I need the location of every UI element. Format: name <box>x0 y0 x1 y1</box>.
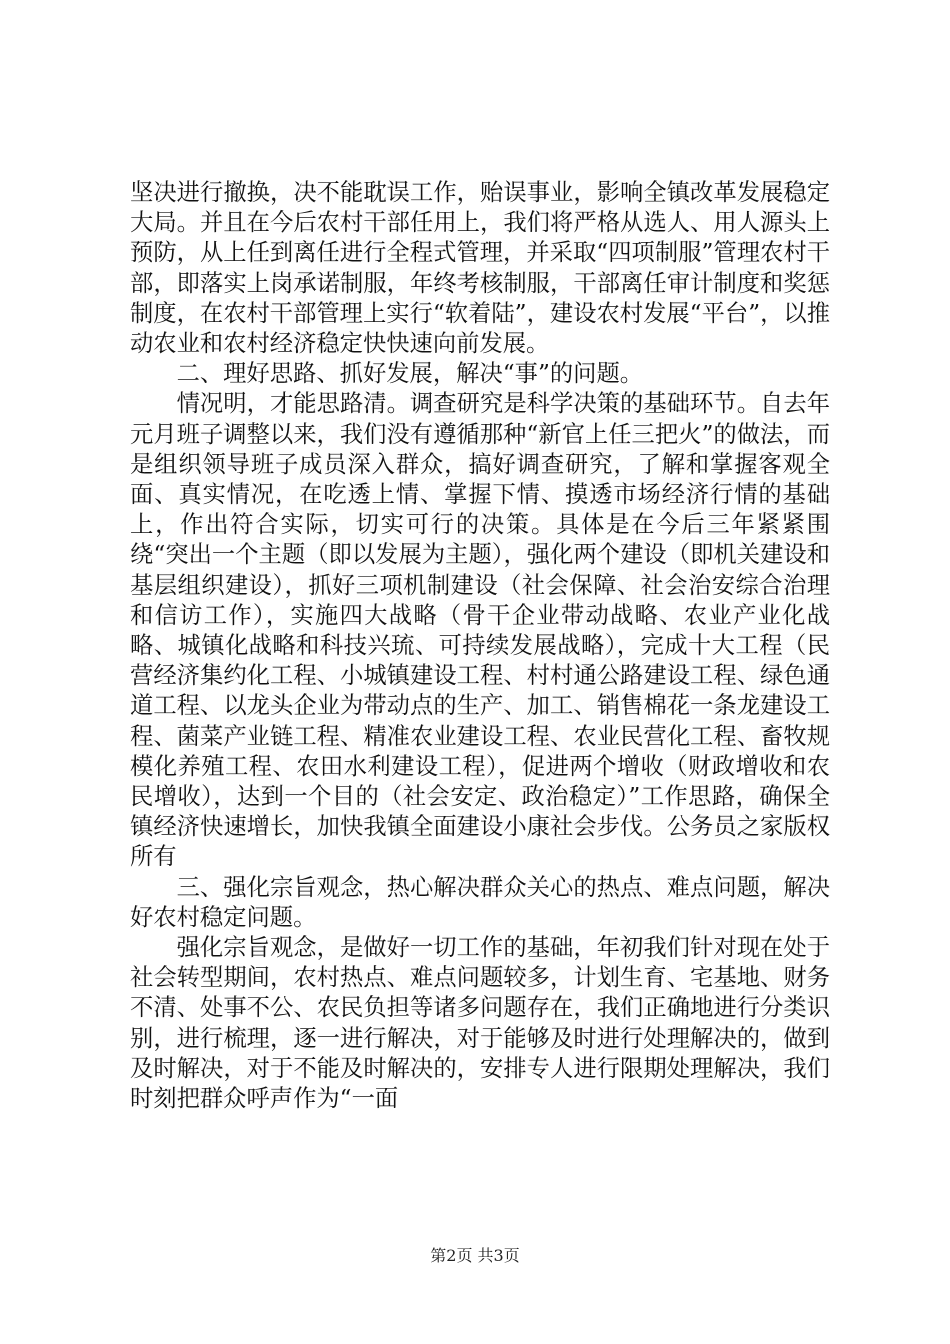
paragraph-2-heading: 二、理好思路、抓好发展，解决“事”的问题。 <box>176 360 644 388</box>
page-footer: 第2页 共3页 <box>430 1246 520 1265</box>
paragraph-5: 强化宗旨观念，是做好一切工作的基础，年初我们针对现在处于社会转型期间，农村热点、难点问题较多，计划生育、宅基地、财务不清、处事不公、农民负担等诸多问题存在，我们正确地进行分类识别，进行梳理，逐一进行解决，对于能够及时进行处理解决的，做到及时解决，对于不能及时解决的，安排专人进行限期处理解决，我们时刻把群众呼声作为“一面 <box>130 934 830 1113</box>
paragraph-4-heading: 三、强化宗旨观念，热心解决群众关心的热点、难点问题，解决好农村稳定问题。 <box>130 873 830 931</box>
paragraph-3: 情况明，才能思路清。调查研究是科学决策的基础环节。自去年元月班子调整以来，我们没有遵循那种“新官上任三把火”的做法，而是组织领导班子成员深入群众，搞好调查研究，了解和掌握客观全面、真实情况，在吃透上情、掌握下情、摸透市场经济行情的基础上，作出符合实际，切实可行的决策。具体是在今后三年紧紧围绕“突出一个主题（即以发展为主题），强化两个建设（即机关建设和基层组织建设），抓好三项机制建设（社会保障、社会治安综合治理和信访工作），实施四大战略（骨干企业带动战略、农业产业化战略、城镇化战略和科技兴琉、可持续发展战略），完成十大工程（民营经济集约化工程、小城镇建设工程、村村通公路建设工程、绿色通道工程、以龙头企业为带动点的生产、加工、销售棉花一条龙建设工程、菌菜产业链工程、精准农业建设工程、农业民营化工程、畜牧规模化养殖工程、农田水利建设工程），促进两个增收（财政增收和农民增收），达到一个目的（社会安定、政治稳定）”工作思路，确保全镇经济快速增长，加快我镇全面建设小康社会步伐。公务员之家版权所有 <box>130 390 830 871</box>
document-body <box>130 178 830 1114</box>
paragraph-1: 坚决进行撤换，决不能耽误工作，贻误事业，影响全镇改革发展稳定大局。并且在今后农村干部任用上，我们将严格从选人、用人源头上预防，从上任到离任进行全程式管理，并采取“四项制服”管理农村干部，即落实上岗承诺制服，年终考核制服，干部离任审计制度和奖惩制度，在农村干部管理上实行“软着陆”，建设农村发展“平台”，以推动农业和农村经济稳定快快速向前发展。 <box>130 179 830 358</box>
